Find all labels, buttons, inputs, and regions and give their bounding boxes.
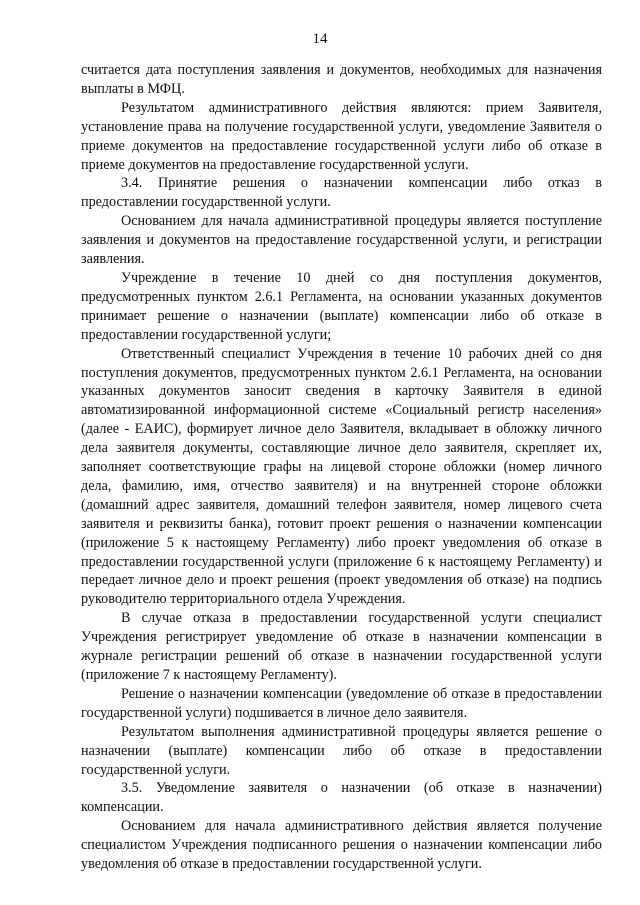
paragraph-procedure-result: Результатом выполнения административной процедуры является решение о назначении (выплате) компенсации либо об отказе в предоставлении государственной услуги. bbox=[81, 723, 602, 778]
section-heading-3-5: 3.5. Уведомление заявителя о назначении (об отказе в назначении) компенсации. bbox=[81, 780, 602, 816]
paragraph-specialist-duties: Ответственный специалист Учреждения в течение 10 рабочих дней со дня поступления документов, предусмотренных пунктом 2.6.1 Регламента, на основании указанных документов заносит сведения в карточку Заявителя в единой автоматизированной информационной системе «Социальный регистр населения» (далее - ЕАИС), формирует личное дело Заявителя, вкладывает в обложку личного дела заявителя документы, составляющие личное дело заявителя, скрепляет их, заполняет соответствующие графы на лицевой стороне обложки (номер личного дела, фамилию, имя, отчество заявителя) и на внутренней стороне обложки (домашний адрес заявителя, домашний телефон заявителя, номер лицевого счета заявителя и реквизиты банка), готовит проект решения о назначении компенсации (приложение 5 к настоящему Регламенту) либо проект уведомления об отказе в предоставлении государственной услуги (приложение 6 к настоящему Регламенту) и передает личное дело и проект решения (проект уведомления об отказе) на подпись руководителю территориального отдела Учреждения. bbox=[81, 345, 602, 608]
paragraph-procedure-basis: Основанием для начала административной процедуры является поступление заявления и документов на предоставление государственной услуги, и регистрации заявления. bbox=[81, 213, 602, 268]
page-number: 14 bbox=[312, 31, 328, 47]
paragraph-refusal-registration: В случае отказа в предоставлении государственной услуги специалист Учреждения регистрирует уведомление об отказе в назначении компенсации в журнале регистрации решений об отказе в назначении государственной услуги (приложение 7 к настоящему Регламенту). bbox=[81, 610, 602, 683]
document-body bbox=[81, 61, 602, 874]
paragraph-institution-decision: Учреждение в течение 10 дней со дня поступления документов, предусмотренных пунктом 2.6.1 Регламента, на основании указанных документов принимает решение о назначении (выплате) компенсации либо об отказе в предоставлении государственной услуги; bbox=[81, 269, 602, 343]
section-heading-3-4: 3.4. Принятие решения о назначении компенсации либо отказ в предоставлении государственной услуги. bbox=[81, 175, 602, 211]
paragraph-action-result: Результатом административного действия являются: прием Заявителя, установление права на получение государственной услуги, уведомление Заявителя о приеме документов на предоставление государственной услуги либо об отказе в приеме документов на предоставление государственной услуги. bbox=[81, 99, 602, 173]
paragraph-decision-filed: Решение о назначении компенсации (уведомление об отказе в предоставлении государственной услуги) подшивается в личное дело заявителя. bbox=[81, 685, 602, 721]
paragraph-notification-basis: Основанием для начала административного действия является получение специалистом Учреждения подписанного решения о назначении компенсации либо уведомления об отказе в предоставлении государственной услуги. bbox=[81, 818, 602, 873]
paragraph-continuation: считается дата поступления заявления и документов, необходимых для назначения выплаты в МФЦ. bbox=[81, 62, 602, 97]
